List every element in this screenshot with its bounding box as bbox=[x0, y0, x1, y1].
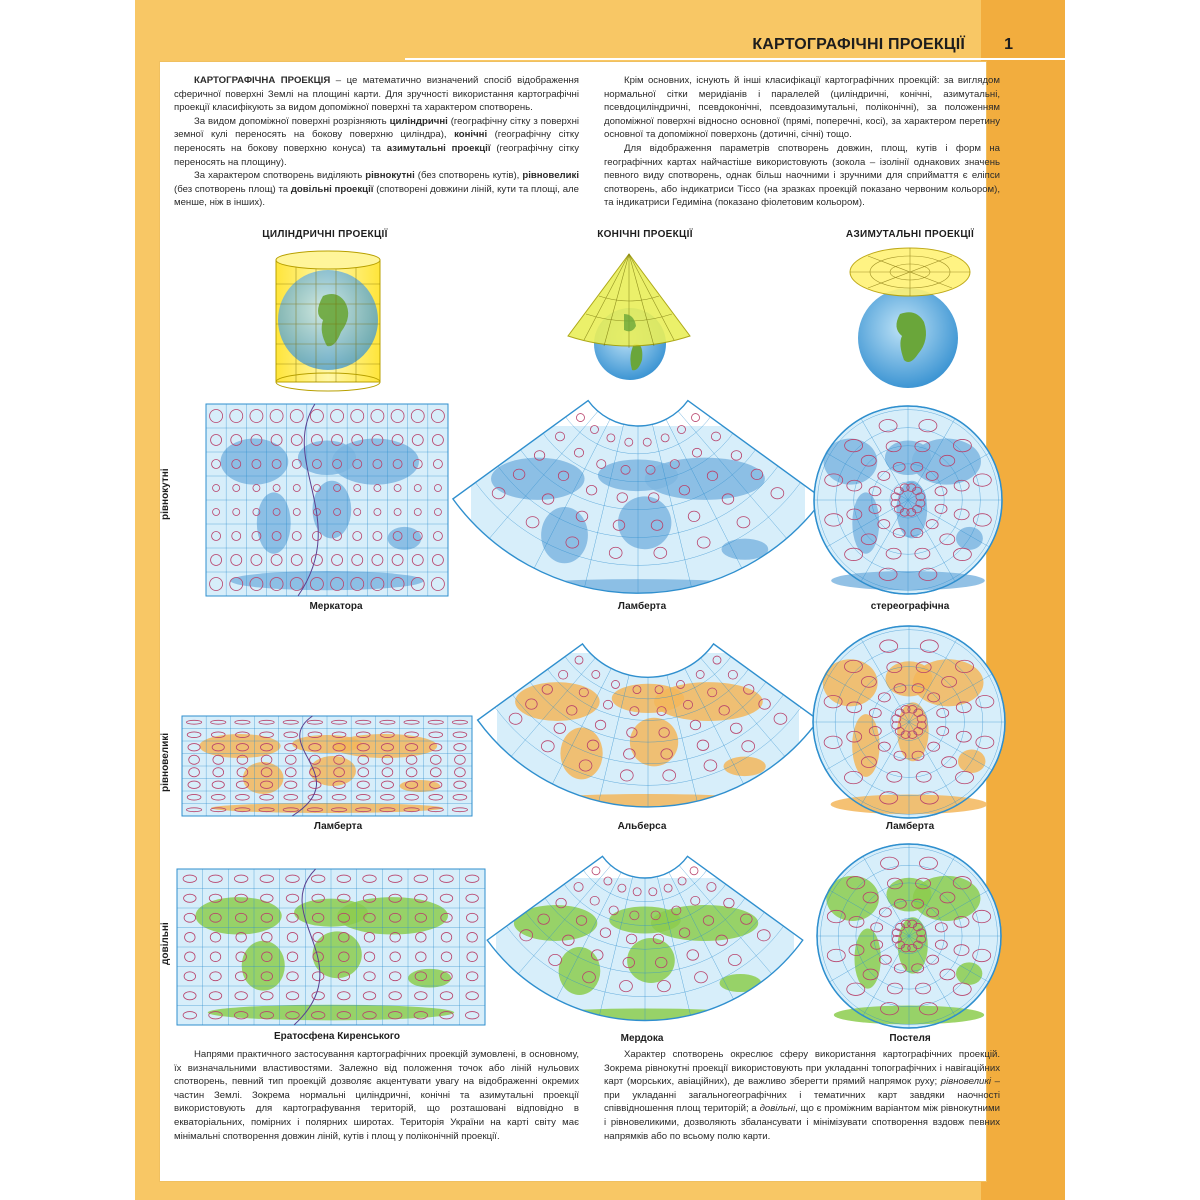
map-albers bbox=[497, 653, 799, 815]
column-header-cylindrical: ЦИЛІНДРИЧНІ ПРОЕКЦІЇ bbox=[262, 229, 388, 240]
intro-left-p3-a: За характером спотворень виділяють bbox=[194, 170, 366, 182]
map-stereographic bbox=[812, 404, 1004, 596]
caption-stereographic: стереографічна bbox=[870, 601, 950, 612]
map-lambert-cylindrical bbox=[182, 716, 472, 816]
row-label-equal-area: рівновеликі bbox=[160, 732, 171, 792]
intro-right-p2: Для відображення параметрів спотворень довжин, площ, кутів і форм на географічних картах найчастіше використовують (зокола – ізолінії однакових значень певного виду спотворень, однак більш наочними і зручними для сприймаття є еліпси спотворень, або індикатриси Тіссо (на зразках проекцій показано червоним кольором), та індикатриси Гедиміна (показано фіолетовим кольором). bbox=[604, 142, 1000, 209]
intro-left-p2-e: (географічну сітку переносять на бокову поверхню конуса) та bbox=[174, 129, 579, 154]
page-number: 1 bbox=[1004, 36, 1013, 53]
plane-illustration bbox=[848, 244, 972, 390]
caption-eratosthenes: Ератосфена Киренського bbox=[274, 1031, 400, 1042]
outro-right-p bbox=[604, 1048, 1000, 1143]
intro-left bbox=[174, 74, 579, 210]
intro-right bbox=[604, 74, 1000, 210]
intro-left-p3-e: (без спотворень площ) та bbox=[174, 183, 291, 195]
intro-left-p2-g: (географічну сітку переносять на площину). bbox=[174, 142, 580, 168]
column-header-conic: КОНІЧНІ ПРОЕКЦІЇ bbox=[597, 229, 693, 240]
intro-left-p2 bbox=[174, 115, 579, 169]
cylinder-illustration bbox=[268, 244, 388, 394]
caption-postel: Постеля bbox=[889, 1033, 931, 1044]
caption-murdoch: Мердока bbox=[620, 1033, 664, 1044]
map-lambert-azimuthal bbox=[811, 624, 1007, 820]
caption-lambert-conic: Ламберта bbox=[617, 601, 667, 612]
map-lambert-conic bbox=[471, 426, 805, 602]
term-cylindrical: циліндричні bbox=[389, 115, 448, 127]
caption-albers: Альберса bbox=[617, 821, 667, 832]
term-azimuthal: азимутальні проекції bbox=[386, 142, 491, 154]
term-equal-area-italic: рівновеликі bbox=[940, 1076, 992, 1088]
row-label-conformal: рівнокутні bbox=[160, 468, 171, 520]
intro-left-p1-text: – це математично визначений спосіб відображення сферичної поверхні Землі на площині карти. Для зручності використання картографічні проекції класифікують за видом допоміжної поверхні та характером спотворень. bbox=[174, 75, 579, 114]
caption-lambert-azimuthal: Ламберта bbox=[885, 821, 935, 832]
term-cartographic-projection: КАРТОГРАФІЧНА ПРОЕКЦІЯ bbox=[194, 75, 331, 86]
intro-left-p2-a: За видом допоміжної поверхні розрізняють bbox=[194, 115, 390, 127]
caption-lambert-cylindrical: Ламберта bbox=[313, 821, 363, 832]
header-rule bbox=[405, 58, 1065, 60]
outro-right-c: – при укладанні загальногеографічних і тематичних карт завдяки наочності співвідношення площ територій; а bbox=[604, 1076, 1000, 1115]
intro-left-p3-c: (без спотворень кутів), bbox=[414, 170, 523, 182]
term-arbitrary-italic: довільні bbox=[759, 1103, 796, 1115]
caption-mercator: Меркатора bbox=[309, 601, 363, 612]
page-header bbox=[135, 28, 1065, 64]
term-equal-area: рівновеликі bbox=[522, 170, 579, 182]
term-conformal: рівнокутні bbox=[365, 170, 415, 182]
row-label-arbitrary: довільні bbox=[160, 922, 171, 965]
intro-left-p2-c: (географічну сітку з поверхні земної кулі переносять на бокову поверхню циліндра), bbox=[174, 115, 579, 141]
outro-right-e: , що є проміжним варіантом між рівнокутними і рівновеликими, дозволяють збалансувати і мінімізувати спотворення вздовж певних напрямків або по всьому полю карти. bbox=[604, 1103, 1000, 1142]
outro-right bbox=[604, 1048, 1000, 1143]
map-mercator bbox=[206, 404, 448, 596]
intro-right-p1: Крім основних, існують й інші класифікації картографічних проекцій: за виглядом нормальної сітки меридіанів і паралелей (циліндричні, конічні, азимутальні, псевдоциліндричні, псевдоконічні, псевдоазимутальні, поліконічні), за положенням допоміжної поверхні відносно основної (прямі, поперечні, косі), за характером перетину основної та допоміжної поверхонь (дотичні, січні) тощо. bbox=[604, 75, 1000, 141]
page-title: КАРТОГРАФІЧНІ ПРОЕКЦІЇ bbox=[752, 36, 965, 53]
intro-left-p3-g: (спотворені довжини ліній, кути та площі, але менше, ніж в інших). bbox=[174, 183, 579, 209]
term-arbitrary: довільні проекції bbox=[290, 183, 374, 195]
outro-left bbox=[174, 1048, 579, 1143]
map-eratosthenes bbox=[177, 869, 485, 1025]
outro-left-p: Напрями практичного застосування картографічних проекцій зумовлені, в основному, їх визначальними властивостями. Залежно від положення точок або ліній нульових спотворень, певний тип проекцій дозволяє акцентувати увагу на відображенні окремих частин Землі. Зокрема нормальні циліндричні, конічні та азимутальні проекції використовують для картографування територій, що розташовані відповідно в екваторіальних, помірних і полярних широтах. Територія України на карті світу має мінімальні спотворення довжин ліній, кутів і площ у поліконічній проекції. bbox=[174, 1049, 579, 1142]
column-header-azimuthal: АЗИМУТАЛЬНІ ПРОЕКЦІЇ bbox=[845, 229, 975, 240]
intro-left-p3 bbox=[174, 169, 579, 210]
intro-left-p1 bbox=[174, 74, 579, 115]
map-murdoch bbox=[496, 878, 794, 1028]
map-postel bbox=[815, 842, 1003, 1030]
term-conic: конічні bbox=[454, 129, 488, 141]
outro-right-a: Характер спотворень окреслює сферу використання картографічних проекцій. Зокрема рівнокутні проекції використовують при укладанні топографічних і навігаційних карт (морських, авіаційних), де важливо зберегти прямий напрямок руху; bbox=[604, 1049, 1000, 1088]
cone-illustration bbox=[564, 252, 694, 382]
